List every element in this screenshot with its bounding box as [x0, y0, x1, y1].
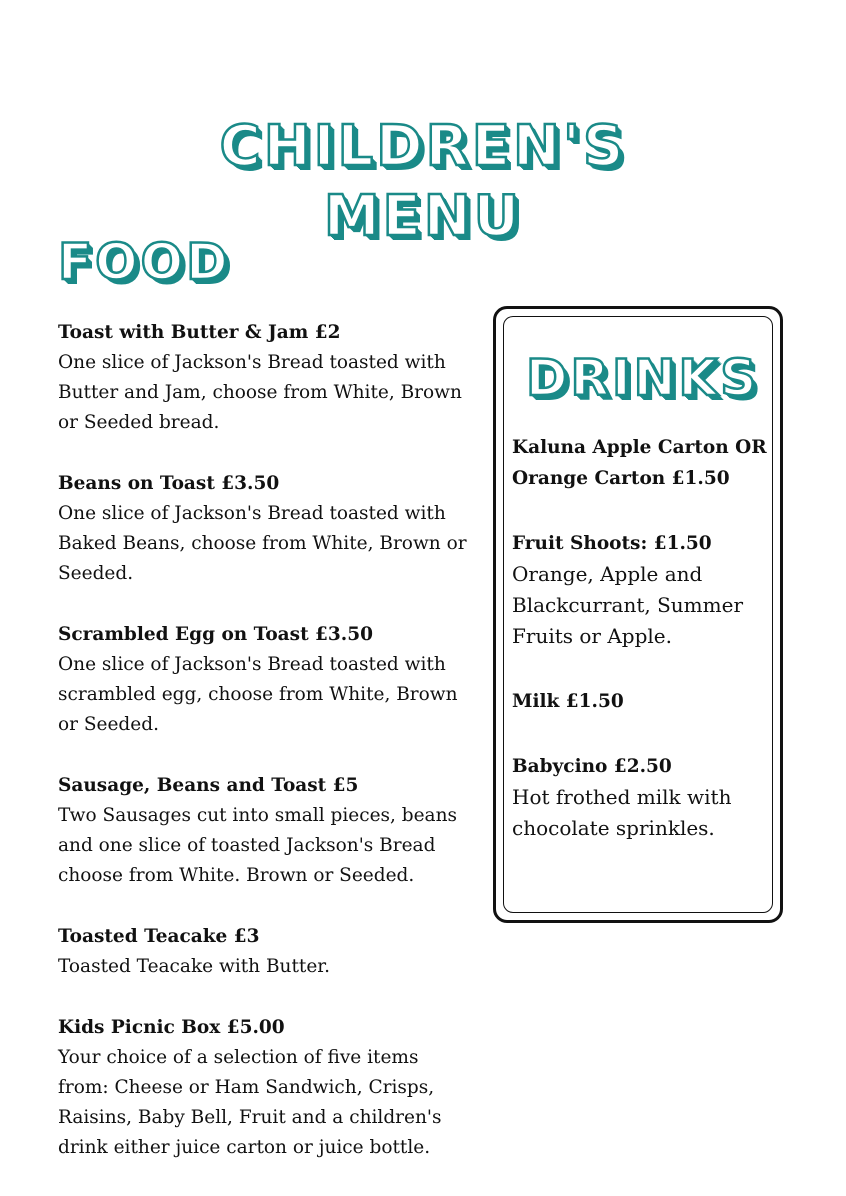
food-list	[58, 318, 468, 1194]
food-item-description: One slice of Jackson's Bread toasted with Butter and Jam, choose from White, Brown or Seeded bread.	[58, 352, 462, 433]
food-item-description: One slice of Jackson's Bread toasted with scrambled egg, choose from White, Brown or Seeded.	[58, 654, 458, 735]
food-item-description: Two Sausages cut into small pieces, beans and one slice of toasted Jackson's Bread choose from White. Brown or Seeded.	[58, 805, 457, 886]
food-item	[58, 469, 468, 589]
food-item-description: One slice of Jackson's Bread toasted with Baked Beans, choose from White, Brown or Seeded.	[58, 503, 467, 584]
drink-item	[512, 528, 772, 652]
food-item-name: Beans on Toast £3.50	[58, 473, 280, 494]
drink-item-description: Hot frothed milk with chocolate sprinkles.	[512, 785, 732, 840]
food-item-name: Toasted Teacake £3	[58, 926, 260, 947]
food-item-description: Your choice of a selection of five items from: Cheese or Ham Sandwich, Crisps, Raisins, Baby Bell, Fruit and a children's drink either juice carton or juice bottle.	[58, 1047, 442, 1158]
drink-item	[512, 432, 772, 494]
drink-item-name: Babycino £2.50	[512, 756, 672, 777]
food-item	[58, 922, 468, 982]
food-item-name: Sausage, Beans and Toast £5	[58, 775, 359, 796]
drink-item	[512, 751, 772, 844]
drink-item-name: Milk £1.50	[512, 691, 624, 712]
food-item	[58, 1013, 468, 1163]
drink-item-name: Fruit Shoots: £1.50	[512, 533, 712, 554]
food-item	[58, 620, 468, 740]
food-item	[58, 771, 468, 891]
food-item	[58, 318, 468, 438]
menu-title-text: CHILDREN'S MENU	[219, 114, 627, 249]
drink-item-description: Orange, Apple and Blackcurrant, Summer Fruits or Apple.	[512, 562, 744, 648]
food-item-name: Kids Picnic Box £5.00	[58, 1017, 285, 1038]
food-item-name: Toast with Butter & Jam £2	[58, 322, 341, 343]
food-heading: FOOD	[58, 233, 231, 291]
drinks-panel-inner-border	[503, 316, 773, 913]
drinks-heading: DRINKS	[526, 349, 760, 407]
drink-item	[512, 686, 772, 717]
drinks-list	[512, 432, 772, 878]
food-item-description: Toasted Teacake with Butter.	[58, 956, 330, 977]
drinks-panel	[493, 306, 783, 923]
drink-item-name: Kaluna Apple Carton OR Orange Carton £1.50	[512, 437, 767, 489]
food-item-name: Scrambled Egg on Toast £3.50	[58, 624, 373, 645]
